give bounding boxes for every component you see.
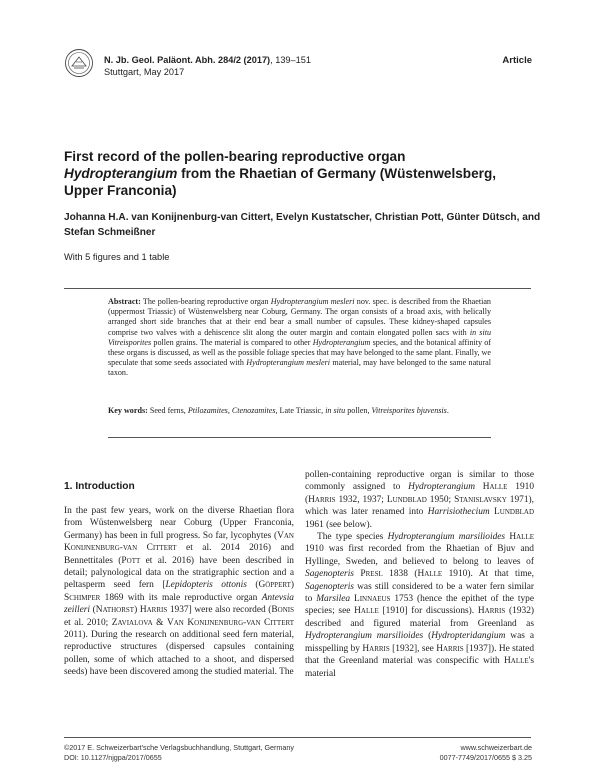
body-column-right [305, 469, 534, 680]
title-genus: Hydropterangium [64, 166, 178, 181]
paragraph-type-species: The type species Hydropterangium marsilioides Halle 1910 was first recorded from the Rhaetian of Bjuv and Hyllinge, Sweden, and believed to belong to leaves of Sagenopteris Presl 1838 (Halle 1910). At that time, Sagenopteris was still considered to be a water fern similar to Marsilea Linnaeus 1753 (hence the epithet of the type species; see Halle [1910] for discussions). Harris (1932) described and figured material from Greenland as Hydropterangium marsilioides (Hydropteridangium was a misspelling by Harris [1932], see Harris [1937]). He stated that the Greenland material was conspecific with Halle's material [305, 532, 535, 679]
footer-website[interactable]: www.schweizerbart.de [460, 743, 532, 752]
figures-note: With 5 figures and 1 table [64, 252, 170, 262]
footer-copyright: ©2017 E. Schweizerbart'sche Verlagsbuchhandlung, Stuttgart, Germany [64, 743, 295, 752]
rule-abstract-end [108, 437, 491, 438]
footer-right [440, 743, 532, 762]
rule-top [64, 288, 531, 289]
footer-doi[interactable]: DOI: 10.1127/njgpa/2017/0655 [64, 752, 162, 762]
section-heading: 1. Introduction [64, 481, 135, 492]
article-type-label: Article [502, 55, 532, 66]
journal-citation [104, 55, 311, 65]
keywords-label: Key words: [108, 406, 148, 415]
journal-pages: , 139–151 [270, 55, 311, 65]
publisher-seal-logo [64, 48, 94, 78]
journal-volume: 284/2 (2017) [215, 55, 271, 65]
body-column-left: In the past few years, work on the diverse Rhaetian flora from Wüstenwelsberg near Coburg (Upper Franconia, Germany) has been in full progress. So far, lycophytes (Van Konijnenburg-van Cittert et al. 2014 2016) and Bennettitales (Pott et al. 2016) have been described in detail; palynological data on the stratigraphic section and a peltasperm seed fern [Lepidopteris ottonis (Göppert) Schimper 1869 with its male reproductive organ Antevsia zeilleri (Nathorst) Harris 1937] were also recorded (Bonis et al. 2010; Zavialova & Van Konijnenburg-van Cittert 2011). During the research on additional seed fern material, reproductive structures (dispersed capsules containing pollen, some of which attached to a shoot, and dispersed seeds) have been discovered among the studied material. The [64, 506, 295, 678]
journal-name: N. Jb. Geol. Paläont. Abh. [104, 55, 216, 65]
abstract: Abstract: The pollen-bearing reproductive organ Hydropterangium mesleri nov. spec. is described from the Rhaetian (uppermost Triassic) of Wüstenwelsberg near Coburg, Germany. The organ consists of a broad axis, with helically arranged short side branches that at their end bear a small number of capsules. These kidney-shaped capsules comprise two valves with a dehiscence slit along the outer margin and contain elongated pollen sacs with in situ Vitreisporites pollen grains. The material is compared to other Hydropterangium species, and the botanical affinity of these organs is discussed, as well as the possible foliage species that may have belonged to the same plant. Finally, we speculate that some seeds associated with Hydropterangium mesleri material, may have belonged to the same natural taxon. [108, 297, 492, 378]
paragraph-continuation: pollen-containing reproductive organ is similar to those commonly assigned to Hydropterangium Halle 1910 (Harris 1932, 1937; Lundblad 1950; Stanislavsky 1971), which was later renamed into Harrisiothecium Lundblad 1961 (see below). [305, 470, 535, 530]
footer-left [64, 743, 294, 762]
rule-footer [64, 737, 531, 738]
abstract-label: Abstract: [108, 297, 141, 306]
footer-issn-price: 0077-7749/2017/0655 $ 3.25 [439, 752, 532, 762]
publication-place-date: Stuttgart, May 2017 [104, 67, 185, 77]
keywords: Key words: Seed ferns, Ptilozamites, Ctenozamites, Late Triassic, in situ pollen, Vitreisporites bjuvensis. [108, 406, 449, 415]
paper-title: First record of the pollen-bearing reproductive organ Hydropterangium from the Rhaetian of Germany (Wüstenwelsberg, Upper Franconia) [64, 149, 497, 198]
author-list: Johanna H.A. van Konijnenburg-van Cittert, Evelyn Kustatscher, Christian Pott, Günter Dütsch, and Stefan Schmeißner [64, 212, 541, 238]
